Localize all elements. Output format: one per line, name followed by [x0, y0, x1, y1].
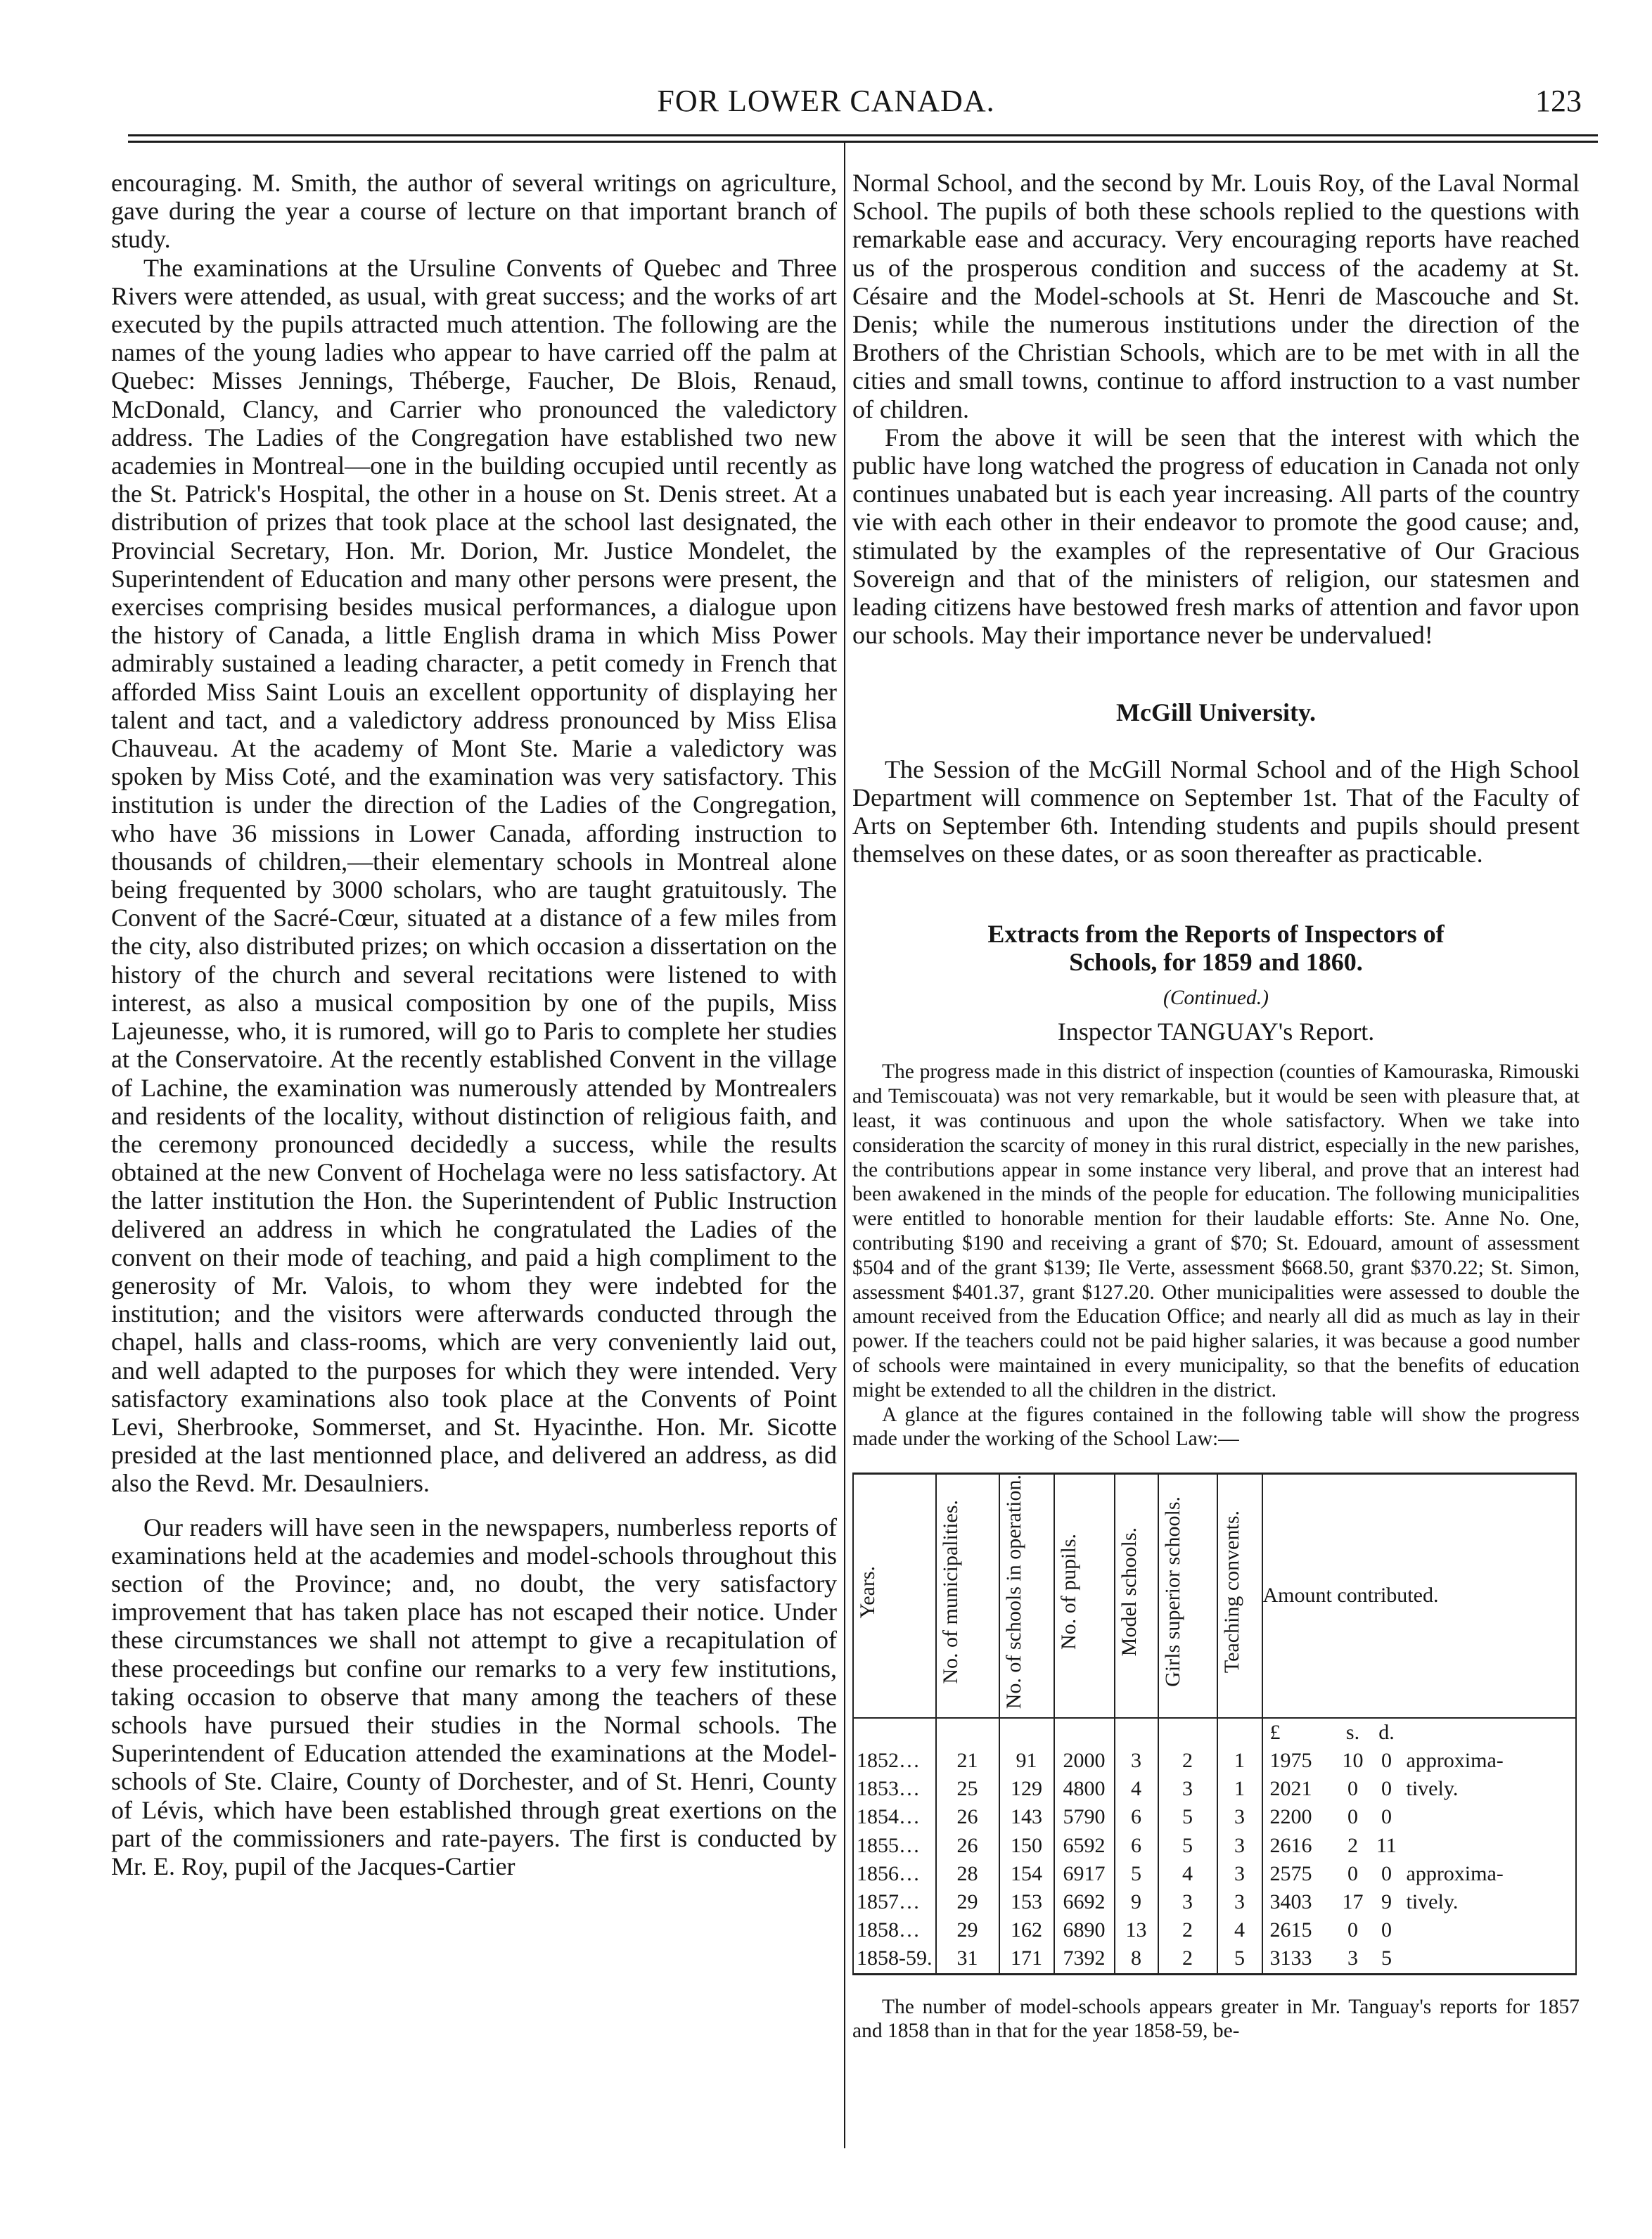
table-header: Years. — [853, 1474, 936, 1718]
unit-note — [1404, 1718, 1577, 1747]
table-cell: 3 — [1217, 1803, 1262, 1831]
table-cell: 4 — [1217, 1916, 1262, 1944]
table-cell: 3403 — [1262, 1888, 1336, 1916]
table-cell: approxima- — [1404, 1860, 1577, 1888]
table-cell: 2000 — [1054, 1747, 1115, 1775]
table-cell: 3 — [1217, 1832, 1262, 1860]
table-cell: 31 — [936, 1944, 999, 1974]
report-title: Inspector TANGUAY's Report. — [1057, 1018, 1375, 1046]
table-row — [853, 1888, 1576, 1916]
table-cell: 0 — [1347, 1805, 1358, 1829]
table-cell: 2615 — [1262, 1916, 1336, 1944]
unit-shillings: s. — [1345, 1720, 1360, 1744]
table-cell — [1404, 1832, 1577, 1860]
table-cell: 28 — [936, 1860, 999, 1888]
table-cell: 3133 — [1262, 1944, 1336, 1974]
table-cell: 26 — [936, 1832, 999, 1860]
table-header: Model schools. — [1115, 1474, 1158, 1718]
table-cell: 5790 — [1054, 1803, 1115, 1831]
table-header: No. of pupils. — [1054, 1474, 1115, 1718]
table-cell: 5 — [1158, 1832, 1217, 1860]
table-cell: 3 — [1217, 1860, 1262, 1888]
table-row — [853, 1803, 1576, 1831]
table-cell: 13 — [1115, 1916, 1158, 1944]
table-cell: 2021 — [1262, 1775, 1336, 1803]
progress-table — [852, 1473, 1577, 1975]
table-header-row — [853, 1474, 1576, 1718]
table-cell: 0 — [1381, 1777, 1392, 1801]
table-cell — [1404, 1944, 1577, 1974]
table-header: Teaching convents. — [1217, 1474, 1262, 1718]
table-cell: 3 — [1217, 1888, 1262, 1916]
heading-line: Extracts from the Reports of Inspectors of — [987, 920, 1445, 949]
table-cell — [1404, 1803, 1577, 1831]
table-cell: approxima- — [1404, 1747, 1577, 1775]
table-cell: 154 — [999, 1860, 1054, 1888]
table-cell: 1852… — [853, 1747, 936, 1775]
table-cell: 0 — [1381, 1805, 1392, 1829]
table-cell — [1404, 1916, 1577, 1944]
table-row — [853, 1747, 1576, 1775]
paragraph: The number of model-schools appears greater in Mr. Tanguay's reports for 1857 and 1858 than in that for the year 1858-59, be- — [852, 1995, 1580, 2043]
paragraph: A glance at the figures contained in the following table will show the progress made under the working of the School Law:— — [852, 1403, 1580, 1451]
table-cell: 4 — [1115, 1775, 1158, 1803]
table-cell: tively. — [1404, 1775, 1577, 1803]
table-row — [853, 1944, 1576, 1974]
table-header: Girls superior schools. — [1158, 1474, 1217, 1718]
paragraph: encouraging. M. Smith, the author of several writings on agriculture, gave during the year a course of lecture on that important branch of study. — [111, 169, 837, 254]
table-cell: 2 — [1158, 1944, 1217, 1974]
table-row — [853, 1775, 1576, 1803]
table-cell: 21 — [936, 1747, 999, 1775]
table-cell: 129 — [999, 1775, 1054, 1803]
table-cell: 25 — [936, 1775, 999, 1803]
table-cell: 8 — [1115, 1944, 1158, 1974]
table-cell: 1975 — [1262, 1747, 1336, 1775]
paragraph: Our readers will have seen in the newspapers, numberless reports of examinations held at the academies and model-schools throughout this section of the Province; and, no doubt, the very satisfactory improvement that has taken place has not escaped their notice. Under these circumstances we shall not attempt to give a recapitulation of these proceedings but confine our remarks to a very few institutions, taking occasion to observe that many among the teachers of these schools have pursued their studies in the Normal schools. The Superintendent of Education attended the examinations at the Model-schools of Ste. Claire, County of Dorchester, and of St. Henri, County of Lévis, which have been established through great exertions on the part of the commissioners and rate-payers. The first is conducted by Mr. E. Roy, pupil of the Jacques-Cartier — [111, 1513, 837, 1880]
table-cell: 0 — [1381, 1748, 1392, 1772]
table-cell: 6692 — [1054, 1888, 1115, 1916]
table-header: No. of schools in operation. — [999, 1474, 1054, 1718]
table-cell: 1858… — [853, 1916, 936, 1944]
paragraph: From the above it will be seen that the interest with which the public have long watched the progress of education in Canada not only continues unabated but is each year increasing. All parts of the country vie with each other in their endeavor to promote the good cause; and, stimulated by the examples of the representative of Our Gracious Sovereign and that of the ministers of religion, our statesmen and leading citizens have bestowed fresh marks of attention and favor upon our schools. May their importance never be undervalued! — [852, 423, 1580, 650]
table-row — [853, 1832, 1576, 1860]
table-cell: 6890 — [1054, 1916, 1115, 1944]
table-cell: 10 — [1342, 1748, 1364, 1772]
table-cell: 1854… — [853, 1803, 936, 1831]
table-cell: 11 — [1376, 1833, 1397, 1857]
table-cell: 17 — [1342, 1890, 1364, 1913]
table-cell: 4800 — [1054, 1775, 1115, 1803]
table-cell: 1857… — [853, 1888, 936, 1916]
table-header: No. of municipalities. — [936, 1474, 999, 1718]
table-cell: 0 — [1347, 1918, 1358, 1942]
table-cell: 3 — [1158, 1775, 1217, 1803]
table-cell: 0 — [1381, 1861, 1392, 1885]
table-cell: 91 — [999, 1747, 1054, 1775]
header-rule-top — [128, 134, 1598, 136]
table-cell: 5 — [1115, 1860, 1158, 1888]
table-cell: 0 — [1347, 1861, 1358, 1885]
table-cell: 4 — [1158, 1860, 1217, 1888]
table-units-row — [853, 1718, 1576, 1747]
section-heading-mcgill: McGill University. — [1116, 698, 1316, 727]
right-column — [852, 169, 1580, 2044]
unit-pence: d. — [1378, 1720, 1395, 1744]
table-cell: 5 — [1217, 1944, 1262, 1974]
table-cell: 5 — [1158, 1803, 1217, 1831]
table-row — [853, 1860, 1576, 1888]
paragraph: The progress made in this district of inspection (counties of Kamouraska, Rimouski and Temiscouata) was not very remarkable, but it would be seen with pleasure that, at least, it was continuous and upon the whole satisfactory. When we take into consideration the scarcity of money in this rural district, especially in the new parishes, the contributions appear in some instance very liberal, and prove that an interest had been awakened in the minds of the people for education. The following municipalities were entitled to honorable mention for their laudable efforts: Ste. Anne No. One, contributing $190 and receiving a grant of $70; St. Edouard, amount of assessment $504 and of the grant $139; Ile Verte, assessment $668.50, grant $370.22; St. Simon, assessment $401.37, grant $127.20. Other municipalities were assessed to double the amount received from the Education Office; and nearly all did as much as lay in their power. If the teachers could not be paid higher salaries, it was because a good number of schools were maintained in every municipality, so that the benefits of education might be extended to all the children in the district. — [852, 1060, 1580, 1401]
table-cell: 2 — [1158, 1747, 1217, 1775]
table-cell: 1 — [1217, 1775, 1262, 1803]
report-body — [852, 1060, 1580, 1451]
table-cell: 9 — [1115, 1888, 1158, 1916]
table-cell: 143 — [999, 1803, 1054, 1831]
table-cell: 150 — [999, 1832, 1054, 1860]
table-cell: 1855… — [853, 1832, 936, 1860]
table-cell: 3 — [1336, 1944, 1370, 1974]
unit-pounds: £ — [1262, 1718, 1336, 1747]
table-cell: 29 — [936, 1888, 999, 1916]
header-rule-bottom — [128, 141, 1598, 143]
heading-line: Schools, for 1859 and 1860. — [1069, 948, 1363, 977]
table-cell: 153 — [999, 1888, 1054, 1916]
table-cell: 1853… — [853, 1775, 936, 1803]
table-cell: 2200 — [1262, 1803, 1336, 1831]
page-number: 123 — [1535, 84, 1582, 118]
table-cell: tively. — [1404, 1888, 1577, 1916]
paragraph: The examinations at the Ursuline Convents of Quebec and Three Rivers were attended, as usual, with great success; and the works of art executed by the pupils attracted much attention. The following are the names of the young ladies who appear to have carried off the palm at Quebec: Misses Jennings, Théberge, Faucher, De Blois, Renaud, McDonald, Clancy, and Carrier who pronounced the valedictory address. The Ladies of the Congregation have established two new academies in Montreal—one in the building occupied until recently as the St. Patrick's Hospital, the other in a house on St. Denis street. At a distribution of prizes that took place at the school last designated, the Provincial Secretary, Hon. Mr. Dorion, Mr. Justice Mondelet, the Superintendent of Education and many other persons were present, the exercises comprising besides musical performances, a dialogue upon the history of Canada, a little English drama in which Miss Power admirably sustained a leading character, a petit comedy in French that afforded Miss Saint Louis an excellent opportunity of displaying her talent and tact, and a valedictory address pronounced by Miss Elisa Chauveau. At the academy of Mont Ste. Marie a valedictory was spoken by Miss Coté, and the examination was very satisfactory. This institution is under the direction of the Ladies of the Congregation, who have 36 missions in Lower Canada, affording instruction to thousands of children,—their elementary schools in Montreal alone being frequented by 3000 scholars, who are taught gratuitously. The Convent of the Sacré-Cœur, situated at a distance of a few miles from the city, also distributed prizes; on which occasion a dissertation on the history of the church and several recitations were listened to with interest, as also a musical composition by one of the pupils, Miss Lajeunesse, who, it is rumored, will go to Paris to complete her studies at the Conservatoire. At the recently established Convent in the village of Lachine, the examination was numerously attended by Montrealers and residents of the locality, without distinction of religious faith, and the ceremony pronounced decidedly a success, while the results obtained at the new Convent of Hochelaga were no less satisfactory. At the latter institution the Hon. the Superintendent of Public Instruction delivered an address in which he congratulated the Ladies of the convent on their mode of teaching, and paid a high compliment to the generosity of Mr. Valois, to whom they were indebted for the institution; and the visitors were afterwards conducted through the chapel, halls and class-rooms, which are very conveniently laid out, and well adapted to the purposes for which they were intended. Very satisfactory examinations also took place at the Convents of Point Levi, Sherbrooke, Sommerset, and St. Hyacinthe. Hon. Mr. Sicotte presided at the last mentionned place, and delivered an address, as did also the Revd. Mr. Desaulniers. — [111, 253, 837, 1498]
table-cell: 6917 — [1054, 1860, 1115, 1888]
table-cell: 162 — [999, 1916, 1054, 1944]
after-table — [852, 1995, 1580, 2044]
table-cell: 2575 — [1262, 1860, 1336, 1888]
table-cell: 26 — [936, 1803, 999, 1831]
table-cell: 171 — [999, 1944, 1054, 1974]
table-cell: 6 — [1115, 1832, 1158, 1860]
table-cell: 0 — [1347, 1777, 1358, 1801]
table-row — [853, 1916, 1576, 1944]
table-cell: 3 — [1115, 1747, 1158, 1775]
table-cell: 2 — [1158, 1916, 1217, 1944]
table-cell: 29 — [936, 1916, 999, 1944]
table-header: Amount contributed. — [1262, 1474, 1577, 1718]
table-body — [853, 1718, 1576, 1974]
table-cell: 1 — [1217, 1747, 1262, 1775]
paragraph: Normal School, and the second by Mr. Louis Roy, of the Laval Normal School. The pupils of both these schools replied to the questions with remarkable ease and accuracy. Very encouraging reports have reached us of the prosperous condition and success of the academy at St. Césaire and the Model-schools at St. Henri de Mascouche and St. Denis; while the numerous institutions under the direction of the Brothers of the Christian Schools, which are to be met with in all the cities and small towns, continue to afford instruction to a vast number of children. — [852, 169, 1580, 423]
left-column — [111, 169, 837, 1880]
column-divider — [844, 141, 845, 2148]
table-cell: 7392 — [1054, 1944, 1115, 1974]
table-cell: 5 — [1370, 1944, 1404, 1974]
continued-label: (Continued.) — [1163, 987, 1269, 1010]
table-cell: 9 — [1381, 1890, 1392, 1913]
table-cell: 1858-59. — [853, 1944, 936, 1974]
running-head: FOR LOWER CANADA. — [657, 84, 995, 118]
table-cell: 2 — [1347, 1833, 1358, 1857]
table-cell: 2616 — [1262, 1832, 1336, 1860]
paragraph: The Session of the McGill Normal School and of the High School Department will commence on September 1st. That of the Faculty of Arts on September 6th. Intending students and pupils should present themselves on these dates, or as soon thereafter as practicable. — [852, 755, 1580, 868]
table-cell: 1856… — [853, 1860, 936, 1888]
section-heading-extracts — [852, 920, 1580, 976]
table-cell: 3 — [1158, 1888, 1217, 1916]
table-cell: 6 — [1115, 1803, 1158, 1831]
table-cell: 0 — [1381, 1918, 1392, 1942]
table-cell: 6592 — [1054, 1832, 1115, 1860]
